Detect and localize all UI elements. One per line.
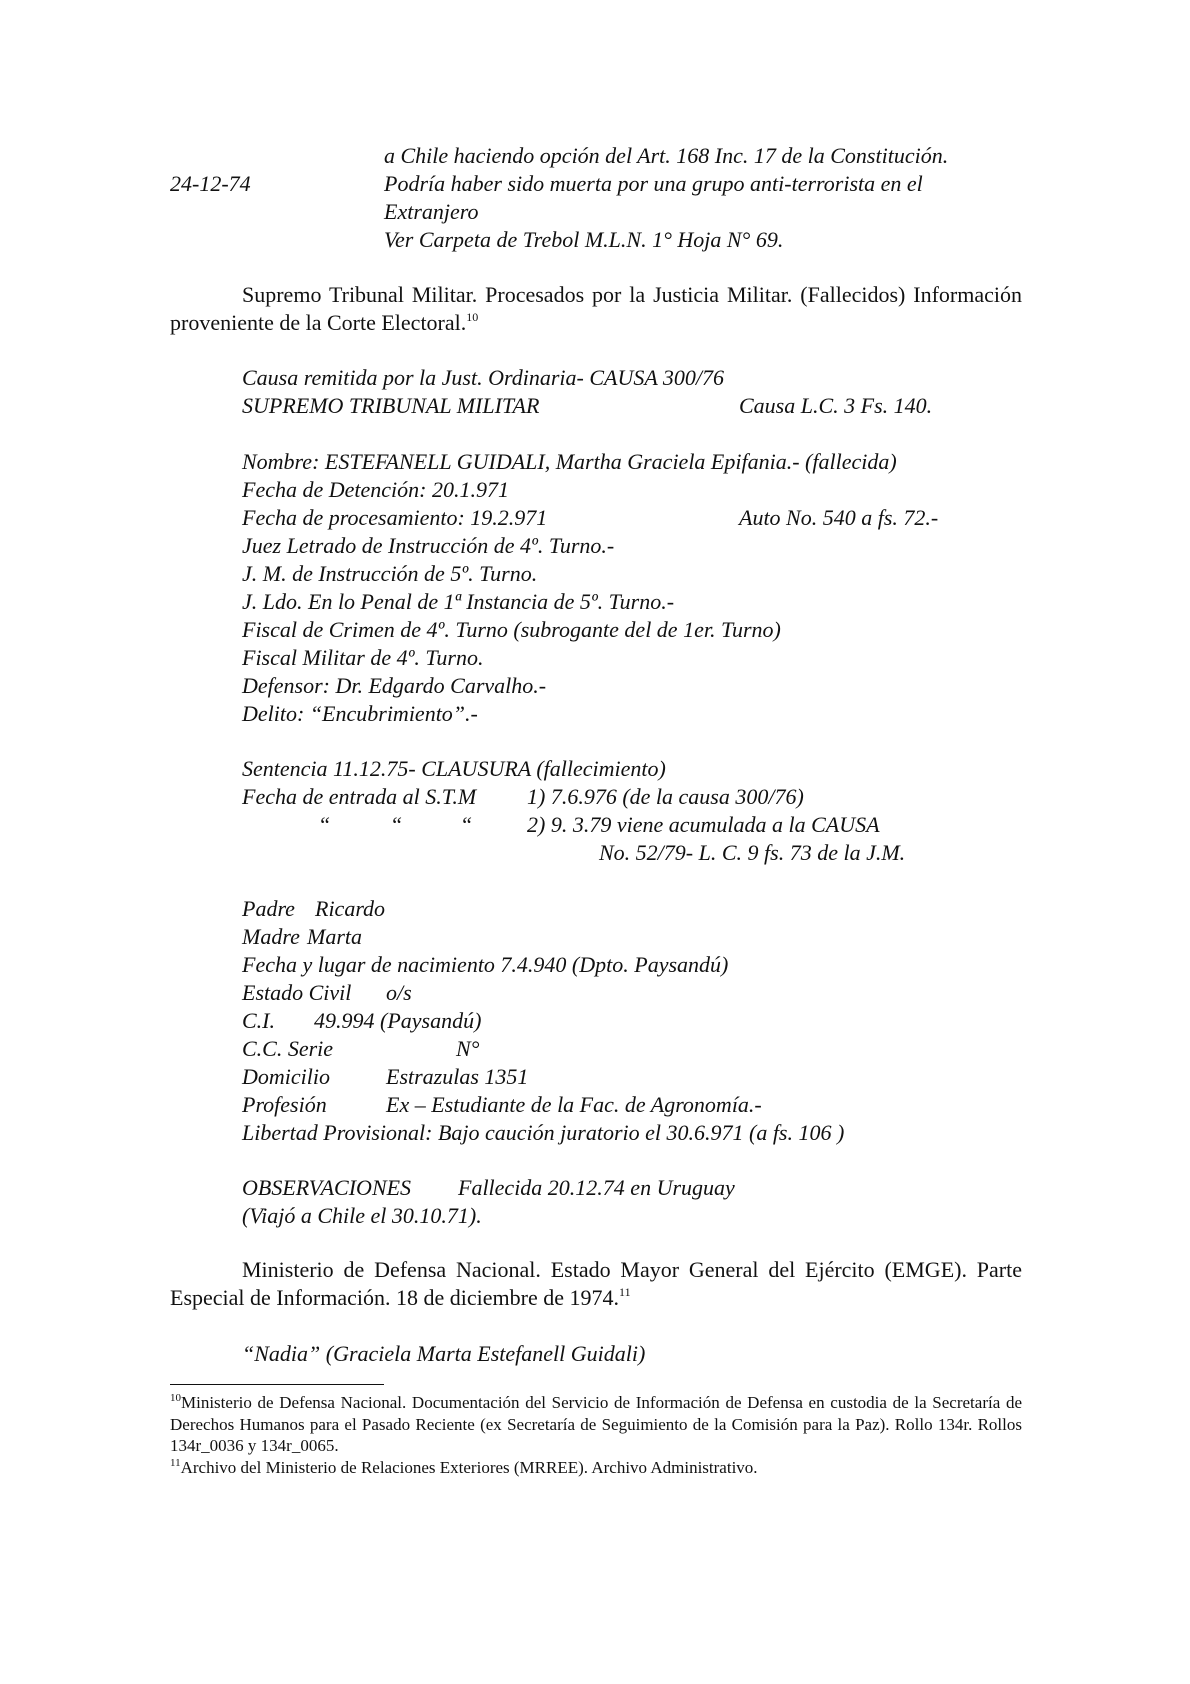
record-jldo: J. Ldo. En lo Penal de 1ª Instancia de 5º. Turno.- (242, 589, 675, 614)
estado-label: Estado Civil (242, 980, 352, 1005)
observaciones-text: Fallecida 20.12.74 en Uruguay (458, 1175, 735, 1200)
record-nombre: Nombre: ESTEFANELL GUIDALI, Martha Graciela Epifania.- (fallecida) (242, 449, 897, 474)
ditto-mark: “ (460, 812, 473, 837)
record-defensor: Defensor: Dr. Edgardo Carvalho.- (242, 673, 547, 698)
padre-label: Padre (242, 896, 295, 921)
entrada-1: 1) 7.6.976 (de la causa 300/76) (527, 784, 804, 809)
nadia-line: “Nadia” (Graciela Marta Estefanell Guidali) (242, 1341, 646, 1366)
paragraph-text: Ministerio de Defensa Nacional. Estado Mayor General del Ejército (EMGE). Parte Especial de Información. 18 de diciembre de 1974. (170, 1257, 1022, 1310)
entry-line-1: a Chile haciendo opción del Art. 168 Inc. 17 de la Constitución. (384, 143, 949, 168)
profesion-label: Profesión (242, 1092, 327, 1117)
entrada-2: 2) 9. 3.79 viene acumulada a la CAUSA (527, 812, 880, 837)
record-fiscal-militar: Fiscal Militar de 4º. Turno. (242, 645, 484, 670)
causa-line-2-right: Causa L.C. 3 Fs. 140. (739, 393, 933, 418)
paragraph-ministerio (170, 1256, 1022, 1312)
cc-label: C.C. Serie (242, 1036, 334, 1061)
ci-label: C.I. (242, 1008, 275, 1033)
estado-value: o/s (386, 980, 412, 1005)
domicilio-value: Estrazulas 1351 (386, 1064, 529, 1089)
libertad: Libertad Provisional: Bajo caución juratorio el 30.6.971 (a fs. 106 ) (242, 1120, 845, 1145)
causa-line-2-left: SUPREMO TRIBUNAL MILITAR (242, 393, 540, 418)
madre-label: Madre (242, 924, 300, 949)
record-juez: Juez Letrado de Instrucción de 4º. Turno.- (242, 533, 615, 558)
footnote-11 (170, 1457, 1022, 1479)
sentencia-line: Sentencia 11.12.75- CLAUSURA (fallecimiento) (242, 756, 666, 781)
paragraph-text: Supremo Tribunal Militar. Procesados por la Justicia Militar. (Fallecidos) Información proveniente de la Corte Electoral. (170, 282, 1022, 335)
ditto-mark: “ (318, 812, 331, 837)
entrada-label: Fecha de entrada al S.T.M (242, 784, 477, 809)
observaciones-label: OBSERVACIONES (242, 1175, 412, 1200)
entrada-2b: No. 52/79- L. C. 9 fs. 73 de la J.M. (599, 840, 906, 865)
footnote-text: Archivo del Ministerio de Relaciones Exteriores (MRREE). Archivo Administrativo. (180, 1458, 758, 1477)
cc-value: N° (456, 1036, 480, 1061)
footnote-10 (170, 1392, 1022, 1457)
causa-line-1: Causa remitida por la Just. Ordinaria- CAUSA 300/76 (242, 365, 724, 390)
record-fiscal-crimen: Fiscal de Crimen de 4º. Turno (subrogante del de 1er. Turno) (242, 617, 781, 642)
footnote-ref: 10 (466, 310, 479, 324)
footnote-ref: 11 (619, 1285, 631, 1299)
profesion-value: Ex – Estudiante de la Fac. de Agronomía.- (386, 1092, 762, 1117)
entry-line-4: Ver Carpeta de Trebol M.L.N. 1° Hoja N° 69. (384, 227, 784, 252)
footnote-separator (170, 1384, 384, 1385)
footnote-number: 10 (170, 1392, 181, 1404)
padre-value: Ricardo (315, 896, 386, 921)
ci-value: 49.994 (Paysandú) (314, 1008, 482, 1033)
entry-date: 24-12-74 (170, 171, 251, 196)
nacimiento: Fecha y lugar de nacimiento 7.4.940 (Dpto. Paysandú) (242, 952, 729, 977)
record-jm: J. M. de Instrucción de 5º. Turno. (242, 561, 538, 586)
record-auto: Auto No. 540 a fs. 72.- (739, 505, 939, 530)
madre-value: Marta (307, 924, 362, 949)
footnote-number: 11 (170, 1457, 181, 1469)
footnote-text: Ministerio de Defensa Nacional. Documentación del Servicio de Información de Defensa en custodia de la Secretaría de Derechos Humanos para el Pasado Reciente (ex Secretaría de Seguimiento de la Comisión para la Paz). Rollo 134r. Rollos 134r_0036 y 134r_0065. (170, 1393, 1022, 1455)
observaciones-line-2: (Viajó a Chile el 30.10.71). (242, 1203, 482, 1228)
domicilio-label: Domicilio (242, 1064, 330, 1089)
entry-line-2: Podría haber sido muerta por una grupo anti-terrorista en el (384, 171, 923, 196)
entry-line-3: Extranjero (384, 199, 479, 224)
paragraph-tribunal (170, 281, 1022, 337)
record-fecha-detencion: Fecha de Detención: 20.1.971 (242, 477, 509, 502)
record-delito: Delito: “Encubrimiento”.- (242, 701, 478, 726)
record-fecha-procesamiento: Fecha de procesamiento: 19.2.971 (242, 505, 548, 530)
ditto-mark: “ (390, 812, 403, 837)
